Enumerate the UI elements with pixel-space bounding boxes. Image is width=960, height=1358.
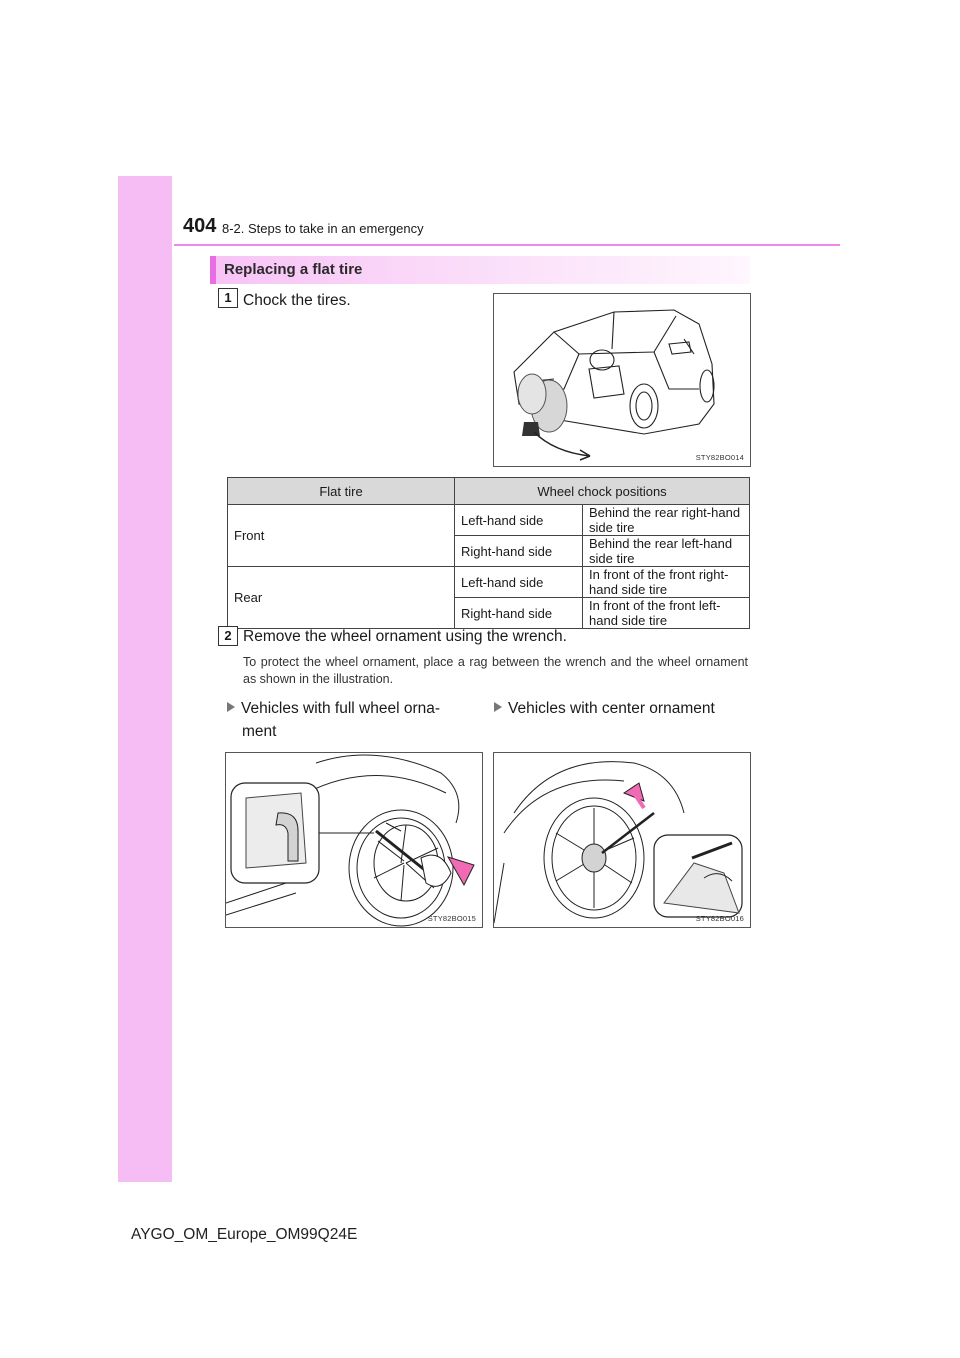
table-group-label: Front	[228, 505, 455, 567]
table-cell-position: Behind the rear left-hand side tire	[583, 536, 750, 567]
table-cell-side: Left-hand side	[455, 567, 583, 598]
step-number-2: 2	[218, 626, 238, 646]
table-row	[228, 567, 750, 598]
center-ornament-illustration	[493, 752, 751, 928]
car-drawing	[494, 294, 750, 466]
table-cell-position: Behind the rear right-hand side tire	[583, 505, 750, 536]
full-ornament-drawing	[226, 753, 482, 927]
wheel-chock-table	[227, 477, 750, 629]
bullet-full-line1: Vehicles with full wheel orna-	[241, 700, 441, 717]
table-cell-position: In front of the front right-hand side tire	[583, 567, 750, 598]
section-heading	[210, 256, 750, 284]
figure-code: STY82BO014	[695, 453, 744, 462]
table-cell-side: Right-hand side	[455, 598, 583, 629]
table-header-chock-positions: Wheel chock positions	[455, 478, 750, 505]
step-2-text: Remove the wheel ornament using the wrench.	[243, 628, 567, 645]
table-cell-side: Right-hand side	[455, 536, 583, 567]
table-header-row	[228, 478, 750, 505]
document-footer: AYGO_OM_Europe_OM99Q24E	[131, 1226, 358, 1243]
bullet-center-ornament	[494, 697, 754, 720]
page-number: 404	[183, 215, 217, 237]
table-header-flat-tire: Flat tire	[228, 478, 455, 505]
full-ornament-illustration	[225, 752, 483, 928]
step-2-note: To protect the wheel ornament, place a rag between the wrench and the wheel ornament as shown in the illustration.	[243, 655, 748, 686]
header-rule	[174, 244, 840, 246]
heading-accent	[210, 256, 216, 284]
car-wheel-chock-illustration	[493, 293, 751, 467]
bullet-triangle-icon	[227, 702, 235, 712]
table-cell-side: Left-hand side	[455, 505, 583, 536]
bullet-full-wheel-ornament	[227, 697, 472, 743]
bullet-full-line2: ment	[242, 723, 277, 740]
table-group-label: Rear	[228, 567, 455, 629]
step-number-1: 1	[218, 288, 238, 308]
figure-code: STY82BO015	[427, 914, 476, 923]
figure-code: STY82BO016	[695, 914, 744, 923]
chapter-sidebar-tab	[118, 176, 172, 1182]
heading-text: Replacing a flat tire	[224, 261, 363, 278]
section-title: 8-2. Steps to take in an emergency	[222, 221, 424, 236]
table-row	[228, 505, 750, 536]
center-ornament-drawing	[494, 753, 750, 927]
bullet-triangle-icon	[494, 702, 502, 712]
step-1-text: Chock the tires.	[243, 292, 351, 309]
table-cell-position: In front of the front left-hand side tire	[583, 598, 750, 629]
bullet-center-text: Vehicles with center ornament	[508, 700, 715, 717]
